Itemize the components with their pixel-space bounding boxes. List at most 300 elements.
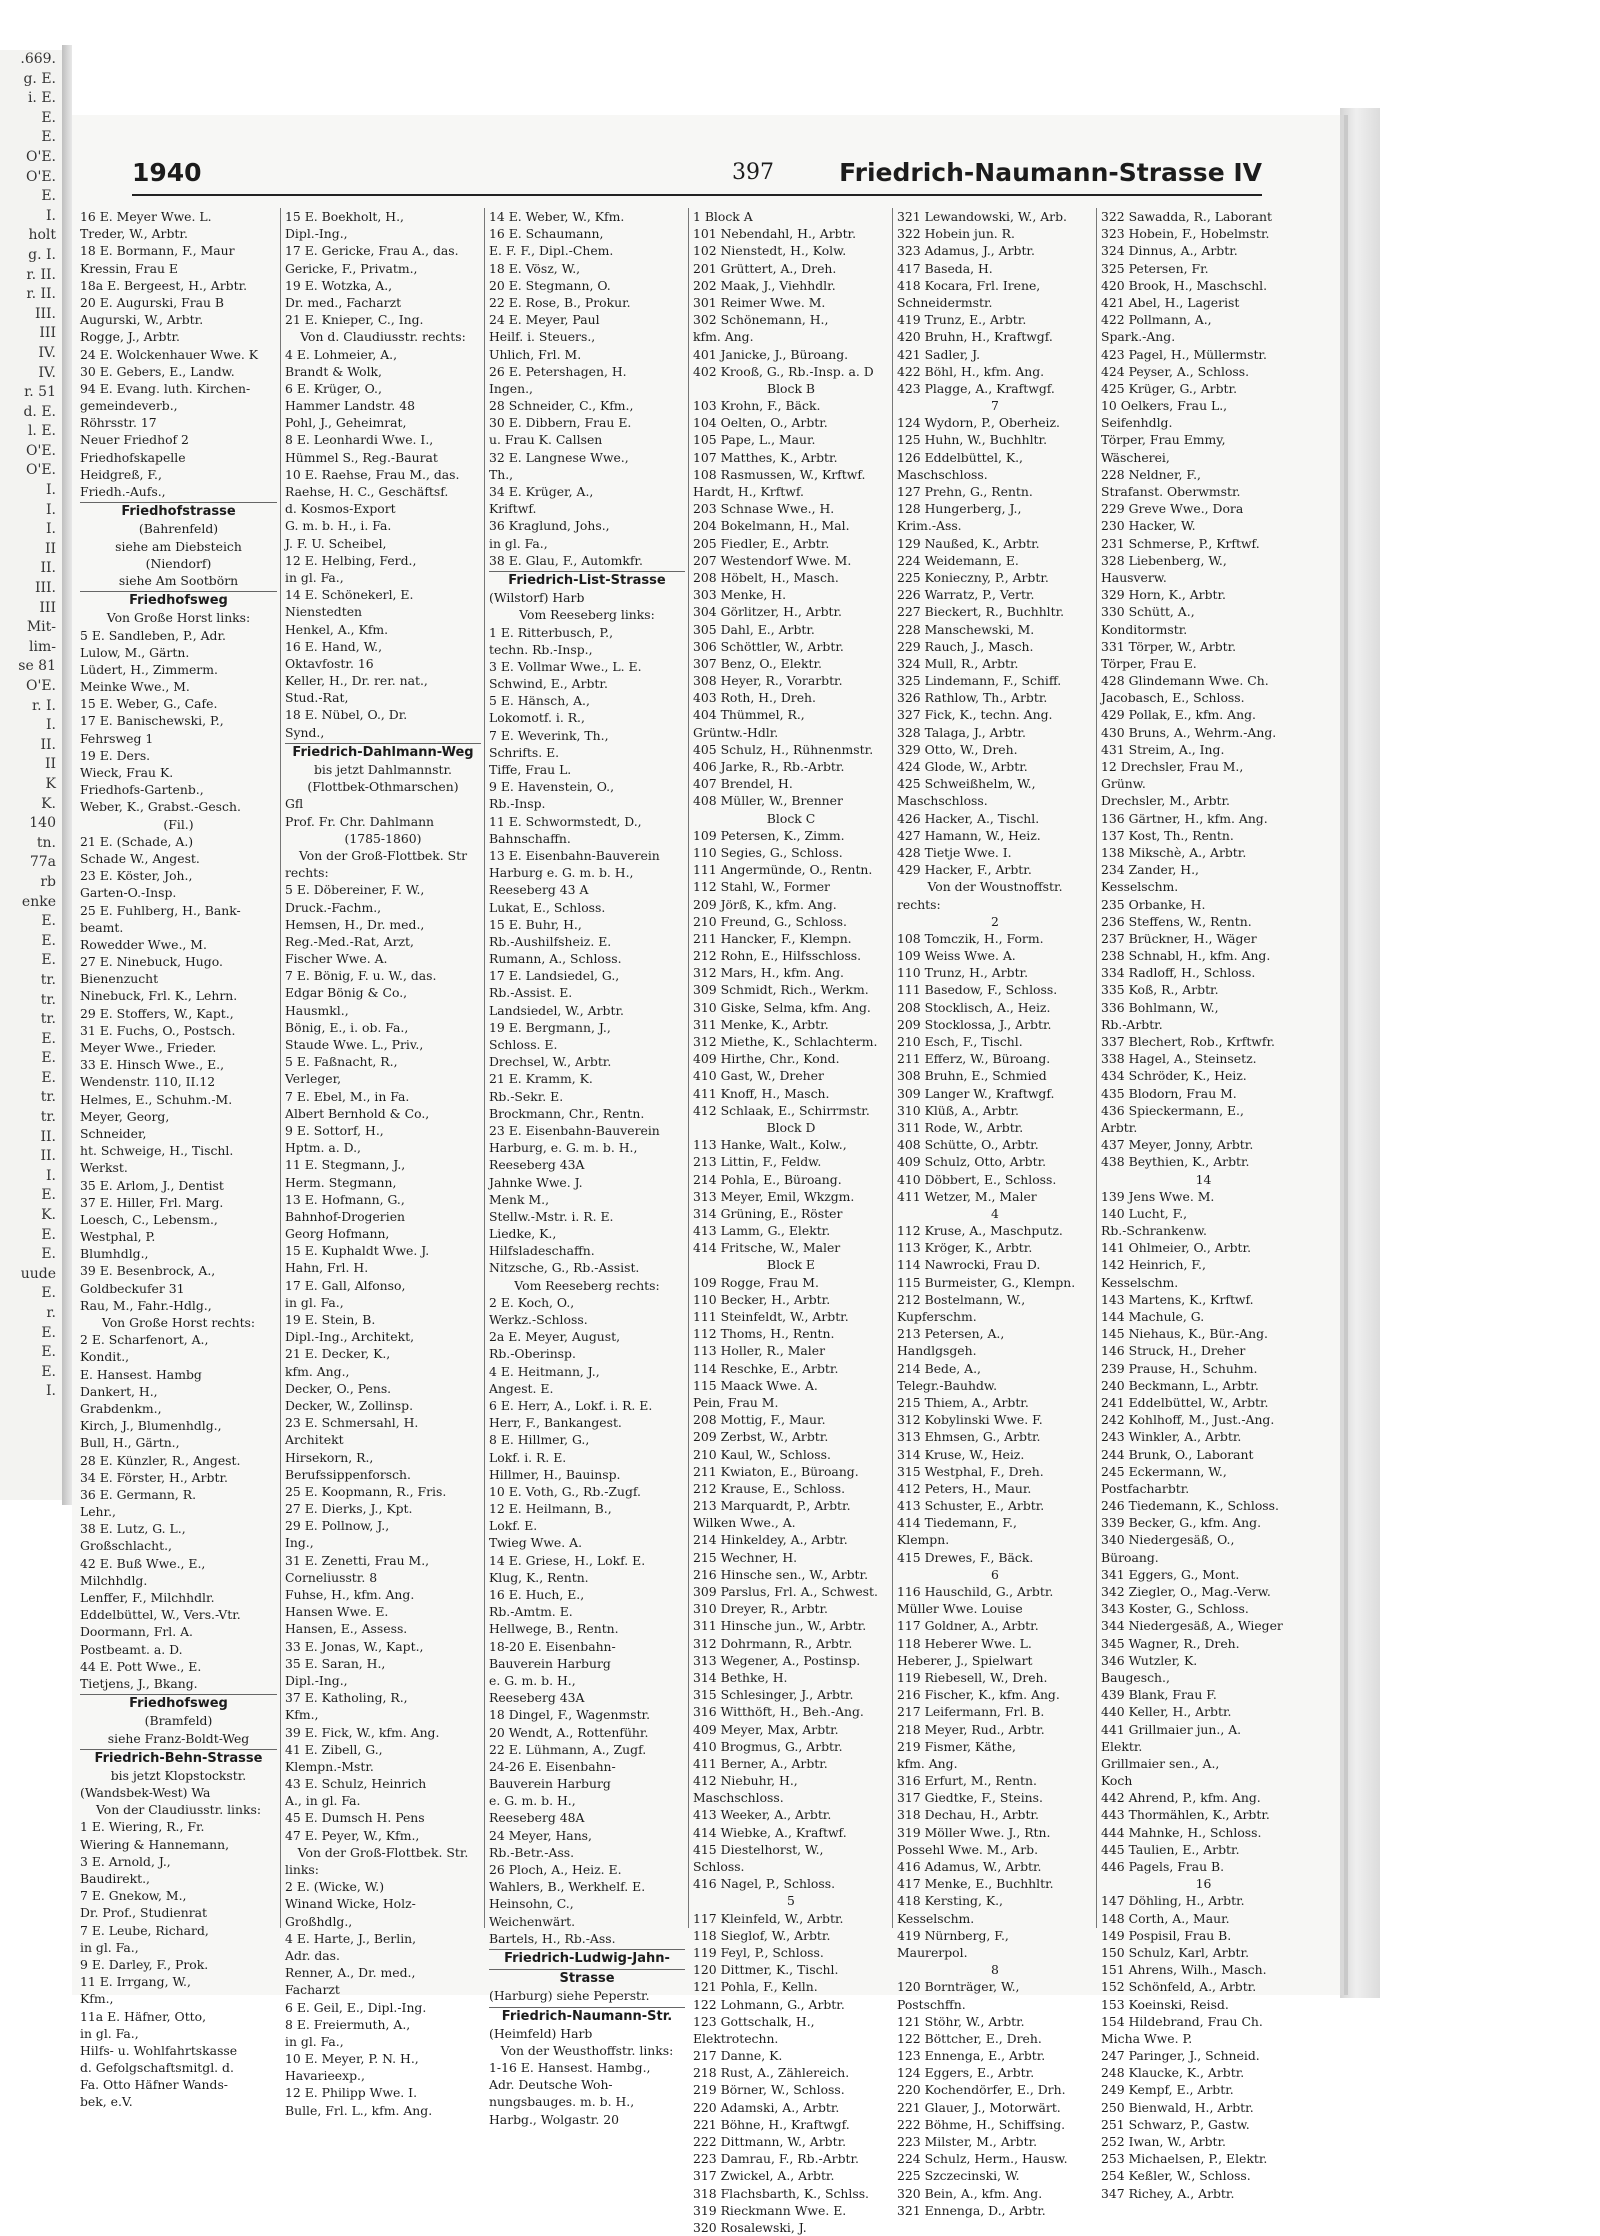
directory-entry: 428 Tietje Wwe. I.: [897, 844, 1012, 860]
prev-page-fragment: III: [39, 325, 56, 342]
directory-entry: 12 Drechsler, Frau M.,: [1101, 759, 1244, 774]
directory-entry: Decker, O., Pens.: [285, 1380, 392, 1396]
directory-entry: 412 Schlaak, E., Schirrmstr.: [693, 1102, 870, 1118]
directory-entry: Synd.,: [285, 724, 325, 740]
directory-entry: Rb.-Insp.: [489, 796, 546, 812]
directory-entry: Von Große Horst links:: [106, 610, 251, 626]
directory-entry: Weichenwärt.: [489, 1913, 576, 1929]
directory-entry: Spark.-Ang.: [1101, 329, 1176, 345]
directory-entry: 113 Holler, R., Maler: [693, 1343, 825, 1359]
directory-entry: Decker, W., Zollinsp.: [285, 1397, 414, 1413]
directory-entry: 34 E. Krüger, A.,: [489, 484, 594, 499]
directory-entry: Lokf. E.: [489, 1518, 538, 1534]
directory-entry: 311 Rode, W., Arbtr.: [897, 1119, 1024, 1135]
directory-entry: Friedhofs-Gartenb.,: [80, 782, 204, 798]
directory-entry: 401 Janicke, J., Büroang.: [693, 346, 849, 362]
directory-entry: 215 Wechner, H.: [693, 1549, 798, 1565]
directory-entry: 37 E. Hiller, Frl. Marg.: [80, 1194, 224, 1210]
directory-entry: Meyer, Georg,: [80, 1108, 170, 1124]
directory-entry: 10 E. Voth, G., Rb.-Zugf.: [489, 1483, 641, 1499]
directory-entry: 244 Brunk, O., Laborant: [1101, 1446, 1254, 1462]
directory-entry: 11 E. Schwormstedt, D.,: [489, 813, 642, 829]
directory-entry: Twieg Wwe. A.: [489, 1535, 583, 1551]
prev-page-fragment: O'E.: [26, 168, 56, 185]
directory-entry: 2 E. Scharfenort, A.,: [80, 1332, 209, 1348]
prev-page-fragment: E.: [41, 1069, 56, 1086]
directory-entry: Lukat, E., Schloss.: [489, 899, 606, 915]
directory-entry: Klempn.: [897, 1532, 950, 1548]
directory-entry: Landsiedel, W., Arbtr.: [489, 1002, 624, 1018]
directory-entry: 321 Ennenga, D., Arbtr.: [897, 2202, 1046, 2218]
directory-entry: Hansen, E., Assess.: [285, 1621, 408, 1637]
directory-entry: 412 Niebuhr, H.,: [693, 1773, 798, 1789]
directory-entry: 23 E. Eisenbahn-Bauverein: [489, 1122, 660, 1138]
directory-entry: 409 Meyer, Max, Arbtr.: [693, 1721, 839, 1737]
directory-entry: 428 Glindemann Wwe. Ch.: [1101, 673, 1269, 689]
directory-entry: 31 E. Zenetti, Frau M.,: [285, 1552, 430, 1568]
directory-entry: 47 E. Peyer, W., Kfm.,: [285, 1827, 420, 1843]
directory-entry: 203 Schnase Wwe., H.: [693, 501, 835, 517]
directory-entry: 312 Mars, H., kfm. Ang.: [693, 965, 844, 981]
directory-entry: 431 Streim, A., Ing.: [1101, 741, 1225, 757]
directory-entry: ht. Schweige, H., Tischl.: [80, 1143, 234, 1159]
directory-entry: 404 Thümmel, R.,: [693, 707, 805, 723]
directory-entry: 442 Ahrend, P., kfm. Ang.: [1101, 1790, 1261, 1806]
prev-page-fragment: I.: [46, 482, 56, 499]
directory-entry: 102 Nienstedt, H., Kolw.: [693, 243, 847, 259]
directory-entry: 104 Oelten, O., Arbtr.: [693, 415, 828, 431]
directory-entry: Schneider,: [80, 1125, 147, 1141]
directory-entry: 12 E. Philipp Wwe. I.: [285, 2085, 418, 2101]
directory-entry: 147 Döhling, H., Arbtr.: [1101, 1893, 1245, 1909]
directory-entry: Herr, F., Bankangest.: [489, 1415, 622, 1431]
directory-entry: 414 Fritsche, W., Maler: [693, 1240, 841, 1256]
directory-entry: Hemsen, H., Dr. med.,: [285, 916, 425, 932]
directory-entry: 101 Nebendahl, H., Arbtr.: [693, 226, 857, 242]
directory-entry: 129 Naußed, K., Arbtr.: [897, 535, 1040, 551]
directory-entry: 4 E. Heitmann, J.,: [489, 1363, 600, 1379]
prev-page-fragment: tr.: [40, 971, 56, 988]
directory-entry: 103 Krohn, F., Bäck.: [693, 398, 821, 414]
directory-entry: 443 Thormählen, K., Arbtr.: [1101, 1807, 1270, 1823]
directory-entry: Baugesch.,: [1101, 1669, 1170, 1685]
directory-entry: 250 Bienwald, H., Arbtr.: [1101, 2099, 1254, 2115]
directory-entry: gemeindeverb.,: [80, 398, 178, 414]
directory-entry: 108 Tomczik, H., Form.: [897, 930, 1044, 946]
directory-entry: e. G. m. b. H.,: [489, 1793, 576, 1809]
directory-entry: 125 Huhn, W., Buchhltr.: [897, 432, 1048, 448]
directory-entry: (Flottbek-Othmarschen): [307, 779, 459, 795]
directory-entry: Micha Wwe. P.: [1101, 2030, 1193, 2046]
directory-entry: Hümmel S., Reg.-Baurat: [285, 449, 438, 465]
directory-entry: 151 Ahrens, Wilh., Masch.: [1101, 1962, 1267, 1978]
prev-page-fragment: E.: [41, 1344, 56, 1361]
directory-entry: 7 E. Leube, Richard,: [80, 1922, 209, 1938]
directory-entry: Tiffe, Frau L.: [489, 762, 572, 777]
directory-entry: 319 Rieckmann Wwe. E.: [693, 2202, 847, 2218]
directory-entry: 7 E. Weverink, Th.,: [489, 727, 609, 743]
directory-entry: Kondit.,: [80, 1349, 130, 1365]
page-header: [132, 158, 1262, 198]
directory-entry: Ingen.,: [489, 380, 533, 396]
directory-entry: Bahnschaffn.: [489, 830, 571, 846]
directory-entry: Fehrsweg 1: [80, 730, 154, 746]
directory-entry: Lulow, M., Gärtn.: [80, 644, 190, 660]
directory-entry: Handlgsgeh.: [897, 1343, 977, 1359]
directory-entry: Henkel, A., Kfm.: [285, 621, 389, 637]
directory-entry: Reeseberg 43A: [489, 1157, 585, 1173]
directory-entry: Vom Reeseberg rechts:: [514, 1277, 660, 1293]
directory-entry: Kirch, J., Blumenhdlg.,: [80, 1418, 222, 1434]
directory-entry: (Bahrenfeld): [138, 521, 219, 537]
directory-entry: 43 E. Schulz, Heinrich: [285, 1776, 427, 1792]
directory-entry: 310 Giske, Selma, kfm. Ang.: [693, 999, 871, 1015]
directory-entry: 27 E. Dierks, J., Kpt.: [285, 1501, 413, 1517]
directory-entry: 213 Petersen, A.,: [897, 1326, 1005, 1342]
directory-entry: G. m. b. H., i. Fa.: [285, 518, 392, 534]
directory-entry: 342 Ziegler, O., Mag.-Verw.: [1101, 1584, 1271, 1599]
directory-entry: 205 Fiedler, E., Arbtr.: [693, 535, 830, 551]
directory-entry: Von der Woustnoffstr.: [927, 879, 1063, 895]
prev-page-fragment: r. II.: [26, 266, 56, 283]
directory-entry: Postfacharbtr.: [1101, 1480, 1190, 1496]
directory-entry: 22 E. Lühmann, A., Zugf.: [489, 1741, 647, 1757]
prev-page-fragment: tr.: [40, 1089, 56, 1106]
directory-entry: Büroang.: [1101, 1549, 1159, 1565]
directory-entry: Staude Wwe. L., Priv.,: [285, 1037, 424, 1052]
directory-entry: 227 Bieckert, R., Buchhltr.: [897, 604, 1065, 620]
directory-entry: (Wandsbek-West) Wa: [80, 1785, 211, 1801]
directory-entry: Uhlich, Frl. M.: [489, 346, 582, 362]
prev-page-fragment: E.: [41, 1246, 56, 1263]
directory-entry: Lüdert, H., Zimmerm.: [80, 661, 218, 677]
directory-entry: 229 Greve Wwe., Dora: [1101, 501, 1244, 517]
directory-entry: 314 Kruse, W., Heiz.: [897, 1446, 1025, 1462]
directory-entry: 33 E. Hinsch Wwe., E.,: [80, 1057, 225, 1073]
directory-entry: Bienenzucht: [80, 971, 159, 987]
directory-entry: 412 Peters, H., Maur.: [897, 1480, 1032, 1496]
directory-entry: 224 Weidemann, E.: [897, 552, 1019, 568]
directory-entry: 219 Fismer, Käthe,: [897, 1738, 1016, 1754]
directory-entry: Stellw.-Mstr. i. R. E.: [489, 1208, 614, 1224]
directory-entry: 20 E. Stegmann, O.: [489, 277, 611, 293]
directory-entry: 327 Fick, K., techn. Ang.: [897, 707, 1053, 723]
directory-entry: Nienstedten: [285, 604, 363, 620]
street-title: Friedrich-Naumann-Strasse IV: [839, 158, 1262, 187]
street-heading: Friedrich-Behn-Strasse: [80, 1749, 277, 1767]
directory-entry: Heidgreß, F.,: [80, 466, 162, 482]
directory-entry: Maschschloss.: [897, 793, 988, 809]
directory-entry: 29 E. Stoffers, W., Kapt.,: [80, 1005, 234, 1021]
directory-entry: 19 E. Wotzka, A.,: [285, 277, 393, 293]
directory-entry: Herm. Stegmann,: [285, 1174, 397, 1190]
directory-entry: 154 Hildebrand, Frau Ch.: [1101, 2013, 1263, 2029]
directory-entry: Verleger,: [285, 1071, 342, 1087]
directory-entry: 32 E. Langnese Wwe.,: [489, 449, 629, 465]
directory-entry: 225 Konieczny, P., Arbtr.: [897, 569, 1049, 585]
directory-entry: 109 Weiss Wwe. A.: [897, 948, 1016, 964]
directory-entry: Wendenstr. 110, II.12: [80, 1074, 216, 1090]
directory-entry: 146 Struck, H., Dreher: [1101, 1343, 1246, 1359]
prev-page-fragment: r. II.: [26, 286, 56, 303]
directory-entry: Arbtr.: [1101, 1119, 1138, 1135]
directory-entry: 323 Adamus, J., Arbtr.: [897, 243, 1035, 259]
directory-entry: Bahnhof-Drogerien: [285, 1208, 406, 1224]
prev-page-fragment: se 81: [18, 658, 56, 675]
directory-entry: 316 Witthöft, H., Beh.-Ang.: [693, 1704, 864, 1720]
prev-page-fragment: tr.: [40, 1109, 56, 1126]
directory-entry: 436 Spieckermann, E.,: [1101, 1102, 1244, 1118]
directory-entry: Friedh.-Aufs.,: [80, 484, 166, 499]
directory-entry: 26 E. Petershagen, H.: [489, 363, 627, 379]
directory-entry: 245 Eckermann, W.,: [1101, 1463, 1227, 1479]
directory-entry: 312 Miethe, K., Schlachterm.: [693, 1034, 878, 1049]
prev-page-fragment: r. 51: [24, 384, 56, 401]
directory-entry: Grünw.: [1101, 776, 1146, 792]
directory-entry: 425 Krüger, G., Arbtr.: [1101, 380, 1238, 396]
directory-entry: Rb.-Arbtr.: [1101, 1016, 1163, 1032]
directory-entry: 302 Schönemann, H.,: [693, 312, 829, 328]
directory-entry: Lehr.,: [80, 1504, 116, 1520]
directory-entry: 429 Hacker, F., Arbtr.: [897, 862, 1032, 878]
directory-entry: 1-16 E. Hansest. Hambg.,: [489, 2060, 651, 2076]
directory-entry: Edgar Bönig & Co.,: [285, 985, 408, 1001]
directory-entry: siehe Am Sootbörn: [118, 572, 239, 588]
directory-entry: 18-20 E. Eisenbahn-: [489, 1638, 616, 1654]
prev-page-fragment: l. E.: [27, 423, 56, 440]
directory-entry: Kesselschm.: [897, 1910, 975, 1926]
directory-entry: Bulle, Frl. L., kfm. Ang.: [285, 2102, 433, 2118]
directory-entry: u. Frau K. Callsen: [489, 432, 603, 448]
directory-entry: (Niendorf): [145, 555, 212, 571]
directory-entry: E. F. F., Dipl.-Chem.: [489, 243, 614, 259]
directory-entry: 16 E. Huch, E.,: [489, 1587, 585, 1602]
directory-entry: Maschschloss.: [693, 1790, 784, 1806]
directory-entry: 7 E. Ebel, M., in Fa.: [285, 1088, 410, 1104]
directory-entry: 444 Mahnke, H., Schloss.: [1101, 1824, 1262, 1840]
directory-entry: 28 Schneider, C., Kfm.,: [489, 398, 634, 414]
directory-entry: 413 Schuster, E., Arbtr.: [897, 1498, 1045, 1514]
directory-entry: 6: [991, 1566, 999, 1582]
directory-entry: Hausmkl.,: [285, 1002, 349, 1018]
directory-entry: 343 Koster, G., Schloss.: [1101, 1601, 1249, 1617]
directory-entry: Dipl.-Ing.,: [285, 226, 348, 242]
directory-entry: Neuer Friedhof 2: [80, 432, 189, 448]
directory-entry: 418 Kersting, K.,: [897, 1893, 1003, 1909]
prev-page-fragment: K.: [41, 1207, 56, 1224]
directory-entry: Architekt: [285, 1432, 344, 1448]
directory-entry: 424 Glode, W., Arbtr.: [897, 759, 1028, 774]
directory-entry: Werkst.: [80, 1160, 128, 1176]
directory-entry: 341 Eggers, G., Mont.: [1101, 1566, 1240, 1582]
directory-entry: Lokomotf. i. R.,: [489, 710, 585, 726]
directory-entry: 7: [991, 398, 999, 414]
directory-entry: d. Kosmos-Export: [285, 501, 396, 517]
directory-entry: 213 Marquardt, P., Arbtr.: [693, 1498, 851, 1514]
directory-entry: 322 Sawadda, R., Laborant: [1101, 209, 1273, 224]
directory-entry: Reeseberg 48A: [489, 1810, 585, 1826]
directory-entry: 425 Schweißhelm, W.,: [897, 776, 1036, 792]
directory-entry: Strafanst. Oberwmstr.: [1101, 484, 1241, 499]
directory-entry: 239 Prause, H., Schuhm.: [1101, 1360, 1258, 1376]
directory-entry: 34 E. Förster, H., Arbtr.: [80, 1469, 228, 1485]
directory-entry: 441 Grillmaier jun., A.: [1101, 1721, 1242, 1737]
prev-page-fragment: II: [44, 756, 56, 773]
street-heading: Friedhofstrasse: [80, 502, 277, 520]
column-4: [688, 208, 889, 2235]
directory-entry: Müller Wwe. Louise: [897, 1601, 1023, 1617]
directory-entry: Großschlacht.,: [80, 1538, 172, 1554]
directory-entry: Liedke, K.,: [489, 1226, 557, 1242]
prev-page-fragment: IV.: [38, 364, 56, 381]
directory-entry: Heilf. i. Steuers.,: [489, 329, 596, 345]
directory-entry: Hammer Landstr. 48: [285, 398, 415, 414]
directory-entry: 303 Menke, H.: [693, 587, 787, 603]
directory-entry: 424 Peyser, A., Schloss.: [1101, 363, 1250, 379]
prev-page-fragment: IV.: [38, 344, 56, 361]
directory-entry: Bauverein Harburg: [489, 1655, 611, 1671]
prev-page-fragment: E.: [41, 1363, 56, 1380]
directory-entry: E. Hansest. Hambg: [80, 1366, 202, 1382]
directory-entry: 5: [787, 1893, 795, 1909]
directory-entry: 313 Ehmsen, G., Arbtr.: [897, 1429, 1041, 1445]
directory-entry: Rau, M., Fahr.-Hdlg.,: [80, 1297, 212, 1313]
directory-entry: A., in gl. Fa.: [285, 1793, 361, 1809]
directory-entry: in gl. Fa.,: [80, 1939, 139, 1955]
directory-entry: 340 Niedergesäß, O.,: [1101, 1532, 1235, 1548]
prev-page-fragment: II.: [40, 1148, 56, 1165]
directory-entry: Harbg., Wolgastr. 20: [489, 2111, 619, 2127]
directory-entry: 422 Böhl, H., kfm. Ang.: [897, 363, 1045, 379]
directory-entry: Telegr.-Bauhdw.: [897, 1377, 998, 1393]
directory-entry: 309 Schmidt, Rich., Werkm.: [693, 982, 869, 998]
prev-page-fragment: I.: [46, 521, 56, 538]
directory-entry: Von der Claudiusstr. links:: [95, 1802, 262, 1818]
directory-entry: 439 Blank, Frau F.: [1101, 1687, 1217, 1703]
directory-entry: Von der Groß-Flottbek. Str: [298, 847, 468, 863]
directory-entry: 418 Kocara, Frl. Irene,: [897, 277, 1041, 293]
directory-entry: 335 Koß, R., Arbtr.: [1101, 982, 1219, 998]
prev-page-fragment: E.: [41, 109, 56, 126]
directory-entry: Reeseberg 43A: [489, 1690, 585, 1706]
directory-entry: 235 Orbanke, H.: [1101, 896, 1206, 912]
directory-entry: 15 E. Buhr, H.,: [489, 916, 582, 932]
directory-entry: 326 Rathlow, Th., Arbtr.: [897, 690, 1048, 706]
directory-entry: 330 Schütt, A.,: [1101, 604, 1195, 620]
directory-entry: Keller, H., Dr. rer. nat.,: [285, 673, 428, 689]
directory-entry: 119 Feyl, P., Schloss.: [693, 1944, 824, 1960]
prev-page-fragment: tr.: [40, 1011, 56, 1028]
directory-entry: Reeseberg 43 A: [489, 882, 589, 898]
directory-entry: 7 E. Gnekow, M.,: [80, 1888, 187, 1904]
column-2: [280, 208, 481, 2118]
directory-entry: 30 E. Dibbern, Frau E.: [489, 415, 632, 431]
directory-entry: Nitzsche, G., Rb.-Assist.: [489, 1260, 640, 1276]
directory-entry: 110 Becker, H., Arbtr.: [693, 1291, 831, 1307]
directory-entry: 153 Koeinski, Reisd.: [1101, 1996, 1229, 2012]
directory-entry: Friedhofskapelle: [80, 449, 186, 465]
directory-entry: siehe Franz-Boldt-Weg: [107, 1730, 250, 1746]
prev-page-fragment: I.: [46, 207, 56, 224]
directory-entry: 312 Dohrmann, R., Arbtr.: [693, 1635, 853, 1651]
directory-entry: Konditormstr.: [1101, 621, 1188, 637]
directory-entry: 339 Becker, G., kfm. Ang.: [1101, 1515, 1262, 1531]
directory-entry: 309 Langer W., Kraftwgf.: [897, 1085, 1055, 1101]
directory-entry: 308 Heyer, R., Vorarbtr.: [693, 673, 843, 689]
directory-entry: Facharzt: [285, 1982, 340, 1998]
directory-entry: Lokf. i. R. E.: [489, 1449, 567, 1465]
directory-entry: 123 Ennenga, E., Arbtr.: [897, 2048, 1046, 2064]
directory-entry: Klug, K., Rentn.: [489, 1569, 589, 1585]
directory-entry: Pohl, J., Geheimrat,: [285, 415, 407, 431]
directory-entry: 214 Bede, A.,: [897, 1360, 981, 1376]
directory-entry: Druck.-Fachm.,: [285, 899, 382, 915]
directory-entry: Rb.-Assist. E.: [489, 985, 573, 1001]
street-heading: Strasse: [489, 1969, 685, 1987]
prev-page-fragment: E.: [41, 1030, 56, 1047]
directory-entry: 39 E. Besenbrock, A.,: [80, 1263, 216, 1279]
directory-entry: 317 Zwickel, A., Arbtr.: [693, 2168, 835, 2184]
directory-entry: 35 E. Arlom, J., Dentist: [80, 1177, 224, 1193]
directory-entry: Wiering & Hannemann,: [80, 1836, 230, 1852]
directory-entry: Grillmaier sen., A.,: [1101, 1755, 1220, 1771]
directory-entry: Hilfs- u. Wohlfahrtskasse: [80, 2042, 238, 2058]
directory-entry: 423 Plagge, A., Kraftwgf.: [897, 380, 1055, 396]
directory-entry: 246 Tiedemann, K., Schloss.: [1101, 1498, 1279, 1514]
directory-entry: 14: [1195, 1171, 1212, 1187]
directory-entry: 112 Kruse, A., Maschputz.: [897, 1223, 1063, 1239]
directory-entry: Adr. das.: [285, 1947, 340, 1963]
directory-entry: 416 Adamus, W., Arbtr.: [897, 1859, 1042, 1874]
directory-entry: Th.,: [489, 466, 514, 482]
directory-entry: Meinke Wwe., M.: [80, 679, 190, 695]
directory-entry: 114 Reschke, E., Arbtr.: [693, 1360, 839, 1376]
directory-entry: Elektrotechn.: [693, 2030, 779, 2046]
directory-entry: 411 Knoff, H., Masch.: [693, 1085, 830, 1101]
directory-entry: Dr. med., Facharzt: [285, 294, 402, 310]
directory-entry: Helmes, E., Schuhm.-M.: [80, 1091, 233, 1107]
directory-entry: kfm. Ang.: [693, 329, 754, 345]
column-6: [1096, 208, 1306, 2201]
directory-entry: Rb.-Sekr. E.: [489, 1088, 564, 1104]
directory-entry: Baudirekt.,: [80, 1871, 150, 1886]
directory-entry: 410 Döbbert, E., Schloss.: [897, 1171, 1057, 1187]
prev-page-fragment: E.: [41, 952, 56, 969]
directory-entry: 306 Schöttler, W., Arbtr.: [693, 638, 844, 654]
directory-entry: 2: [991, 913, 999, 929]
directory-entry: 218 Meyer, Rud., Arbtr.: [897, 1721, 1045, 1737]
directory-entry: 315 Westphal, F., Dreh.: [897, 1463, 1044, 1479]
directory-entry: Hillmer, H., Bauinsp.: [489, 1466, 621, 1482]
directory-entry: Lenffer, F., Milchhdlr.: [80, 1590, 215, 1605]
directory-entry: Bauverein Harburg: [489, 1776, 611, 1792]
directory-entry: 150 Schulz, Karl, Arbtr.: [1101, 1944, 1250, 1960]
directory-entry: Maurerpol.: [897, 1944, 968, 1960]
directory-entry: Raehse, H. C., Geschäftsf.: [285, 484, 449, 499]
prev-page-fragment: E.: [41, 1324, 56, 1341]
directory-entry: 23 E. Schmersahl, H.: [285, 1415, 419, 1431]
directory-entry: 143 Martens, K., Krftwf.: [1101, 1291, 1254, 1307]
directory-entry: beamt.: [80, 919, 124, 935]
prev-page-fragment: tn.: [36, 834, 56, 851]
directory-entry: 19 E. Stein, B.: [285, 1312, 376, 1327]
directory-entry: Schloss.: [693, 1859, 745, 1874]
directory-entry: Schloss. E.: [489, 1037, 558, 1052]
directory-entry: 417 Baseda, H.: [897, 260, 993, 276]
directory-entry: Jahnke Wwe. J.: [489, 1174, 583, 1190]
directory-entry: 223 Milster, M., Arbtr.: [897, 2134, 1038, 2149]
directory-entry: 226 Warratz, P., Vertr.: [897, 587, 1035, 603]
